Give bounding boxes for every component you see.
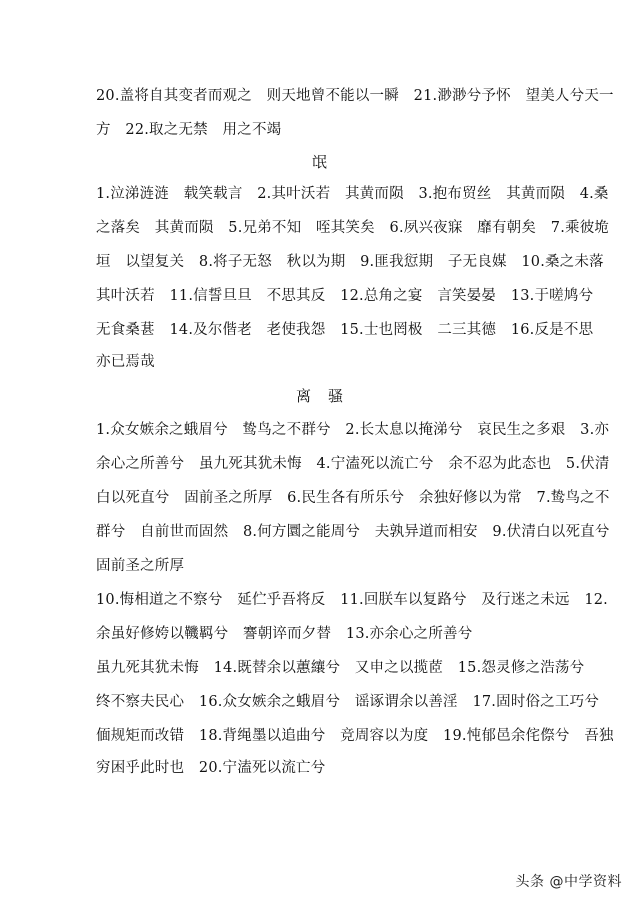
text-line: 10.悔相道之不察兮 延伫乎吾将反 11.回朕车以复路兮 及行迷之未远 12. (96, 592, 608, 608)
text-line: 余心之所善兮 虽九死其犹未悔 4.宁溘死以流亡兮 余不忍为此态也 5.伏清 (96, 456, 610, 472)
text-line: 其叶沃若 11.信誓旦旦 不思其反 12.总角之宴 言笑晏晏 13.于嗟鸠兮 (96, 288, 594, 304)
text-line: 余虽好修姱以鞿羁兮 謇朝谇而夕替 13.亦余心之所善兮 (96, 626, 473, 642)
text-line: 方 22.取之无禁 用之不竭 (96, 122, 282, 138)
text-line: 穷困乎此时也 20.宁溘死以流亡兮 (96, 760, 326, 776)
text-line: 1.众女嫉余之蛾眉兮 鸷鸟之不群兮 2.长太息以掩涕兮 哀民生之多艰 3.亦 (96, 422, 610, 438)
text-line: 群兮 自前世而固然 8.何方圜之能周兮 夫孰异道而相安 9.伏清白以死直兮 (96, 524, 610, 540)
text-line: 偭规矩而改错 18.背绳墨以追曲兮 竞周容以为度 19.忳郁邑余侘傺兮 吾独 (96, 728, 614, 744)
text-line: 固前圣之所厚 (96, 558, 185, 574)
section-heading-lisao: 离 骚 (295, 387, 344, 405)
text-line: 垣 以望复关 8.将子无怒 秋以为期 9.匪我愆期 子无良媒 10.桑之未落 (96, 254, 604, 270)
text-line: 终不察夫民心 16.众女嫉余之蛾眉兮 谣诼谓余以善淫 17.固时俗之工巧兮 (96, 694, 600, 710)
text-line: 白以死直兮 固前圣之所厚 6.民生各有所乐兮 余独好修以为常 7.鸷鸟之不 (96, 490, 610, 506)
text-line: 无食桑葚 14.及尔偕老 老使我怨 15.士也罔极 二三其德 16.反是不思 (96, 322, 594, 338)
text-line: 20.盖将自其变者而观之 则天地曾不能以一瞬 21.渺渺兮予怀 望美人兮天一 (96, 88, 614, 104)
text-line: 虽九死其犹未悔 14.既替余以蕙纕兮 又申之以揽茝 15.怨灵修之浩荡兮 (96, 660, 585, 676)
watermark-text: 头条 @中学资料 (515, 874, 622, 890)
text-line: 亦已焉哉 (96, 354, 155, 370)
text-line: 1.泣涕涟涟 载笑载言 2.其叶沃若 其黄而陨 3.抱布贸丝 其黄而陨 4.桑 (96, 186, 609, 202)
section-heading-mang: 氓 (311, 153, 328, 171)
text-line: 之落矣 其黄而陨 5.兄弟不知 咥其笑矣 6.夙兴夜寐 靡有朝矣 7.乘彼垝 (96, 220, 610, 236)
